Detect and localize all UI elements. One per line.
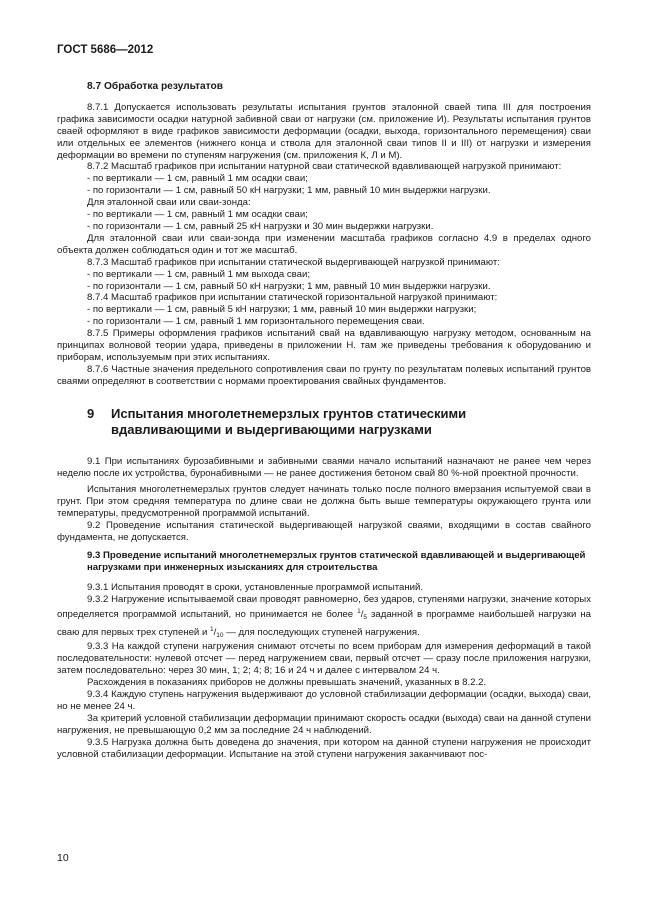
paragraph-9-3-3: 9.3.3 На каждой ступени нагружения снимают отсчеты по всем приборам для измерения деформаций в такой последовательности: нулевой отсчет — перед нагружением сваи, первый отсчет — сразу после приложения нагрузки, затем последовательно: через 30 мин, 1; 2; 4; 8; 16 и 24 ч и далее с интервалом 24 ч. [57, 641, 591, 677]
fraction-numerator: 1 [210, 625, 214, 633]
paragraph-8-7-4: 8.7.4 Масштаб графиков при испытании статической горизонтальной нагрузкой принимают: [87, 292, 498, 304]
list-item: - по горизонтали — 1 см, равный 50 кН нагрузки; 1 мм, равный 10 мин выдержки нагрузки. [87, 185, 491, 197]
paragraph-8-7-3: 8.7.3 Масштаб графиков при испытании статической выдергивающей нагрузкой принимают: [87, 256, 500, 268]
list-item: - по горизонтали — 1 см, равный 1 мм горизонтального перемещения сваи. [87, 316, 425, 328]
section-title-line-2: вдавливающими и выдергивающими нагрузками [111, 422, 432, 438]
section-heading-9-3: 9.3 Проведение испытаний многолетнемерзлых грунтов статической вдавливающей и выдергивающей нагрузками при инженерных изысканиях для строительства [87, 550, 586, 573]
paragraph-8-7-6: 8.7.6 Частные значения предельного сопротивления сваи по грунту по результатам полевых испытаний грунтов сваями определяют в соответствии с нормами проектирования свайных фундаментов. [57, 363, 591, 387]
page-content [57, 81, 591, 761]
section-title-line-1: Испытания многолетнемерзлых грунтов статическими [111, 405, 467, 421]
list-item: - по горизонтали — 1 см, равный 25 кН нагрузки и 30 мин выдержки нагрузки. [87, 220, 434, 232]
paragraph-9-3-2: 9.3.2 Нагружение испытываемой сваи проводят равномерно, без ударов, ступенями нагрузки, значение которых определяется программой испытаний, но принимается не более $^1/_5$ заданной в программе наибольшей нагрузки на сваю для первых трех ступеней и $^1/_{10}$ — для последующих ступеней нагружения. [57, 593, 591, 639]
fraction-numerator: 1 [357, 607, 361, 615]
section-heading-9 [57, 406, 591, 439]
list-item: - по горизонтали — 1 см, равный 50 кН нагрузки; 1 мм, равный 10 мин выдержки нагрузки. [87, 280, 491, 292]
section-heading-8-7: 8.7 Обработка результатов [87, 81, 224, 92]
document-header: ГОСТ 5686—2012 [57, 44, 154, 56]
list-item: - по вертикали — 1 см, равный 5 кН нагрузки; 1 мм, равный 10 мин выдержки нагрузки; [87, 304, 477, 316]
paragraph-9-3-4: 9.3.4 Каждую ступень нагружения выдерживают до условной стабилизации деформации (осадки, выхода) сваи, но не менее 24 ч. [57, 689, 591, 712]
fraction-denominator: 5 [363, 613, 368, 621]
page-number: 10 [57, 852, 69, 864]
list-item: - по вертикали — 1 см, равный 1 мм выхода сваи; [87, 268, 311, 280]
section-number: 9 [87, 405, 95, 421]
paragraph-8-7-5: 8.7.5 Примеры оформления графиков испытаний свай на вдавливающую нагрузку методом, основанным на принципах волновой теории удара, приведены в приложении Н. там же приведены требования к оборудованию и приборам, используемым при этих испытаниях. [57, 328, 591, 363]
fraction-denominator: 10 [216, 631, 224, 639]
paragraph-9-3-1: 9.3.1 Испытания проводят в сроки, установленные программой испытаний. [87, 581, 424, 593]
paragraph-stabilization-criterion: За критерий условной стабилизации деформации принимают скорость осадки (выхода) сваи на данной ступени нагружения, не превышающую 0,2 мм за последние 24 ч наблюдений. [57, 712, 591, 736]
paragraph-8-7-1: 8.7.1 Допускается использовать результаты испытания грунтов эталонной сваей типа III для построения графика зависимости осадки натурной забивной сваи от нагрузки (см. приложение И). Результаты испытания грунтов сваей оформляют в виде графиков зависимости деформации (осадки, выхода, горизонтального перемещения) сваи или отдельных ее элементов (нижнего конца и ствола для эталонной сваи типов II и III) от нагрузки и измерения деформации во времени по ступеням нагружения (см. приложения К, Л и М). [57, 101, 591, 161]
paragraph-scale-change: Для эталонной сваи или сваи-зонда при изменении масштаба графиков согласно 4.9 в пределах одного объекта должен соблюдаться один и тот же масштаб. [57, 232, 591, 256]
paragraph-8-7-2: 8.7.2 Масштаб графиков при испытании натурной сваи статической вдавливающей нагрузкой принимают: [87, 161, 562, 173]
list-item: - по вертикали — 1 см, равный 1 мм осадки сваи; [87, 209, 308, 221]
list-item: - по вертикали — 1 см, равный 1 мм осадки сваи; [87, 173, 308, 185]
paragraph-9-1-freezing: Испытания многолетнемерзлых грунтов следует начинать только после полного вмерзания испытуемой сваи в грунт. При этом средняя температура по длине сваи не должна быть выше температуры окружающего грунта или температуры, предусмотренной программой испытаний. [57, 484, 591, 520]
paragraph-reference-pile: Для эталонной сваи или сваи-зонда: [87, 197, 251, 209]
paragraph-discrepancy: Расхождения в показаниях приборов не должны превышать значений, указанных в 8.2.2. [87, 677, 487, 689]
paragraph-9-2: 9.2 Проведение испытания статической выдергивающей нагрузкой сваями, входящими в состав свайного фундамента, не допускается. [57, 520, 591, 544]
paragraph-9-3-5: 9.3.5 Нагрузка должна быть доведена до значения, при котором на данной ступени нагружения не происходит условной стабилизации деформации. Испытание на этой ступени нагружения заканчивают пос- [57, 736, 591, 760]
paragraph-9-1: 9.1 При испытаниях бурозабивными и забивными сваями начало испытаний назначают не ранее чем через неделю после их устройства, буронабивными — не ранее достижения бетоном свай 80 %-ной проектной прочности. [57, 455, 591, 479]
